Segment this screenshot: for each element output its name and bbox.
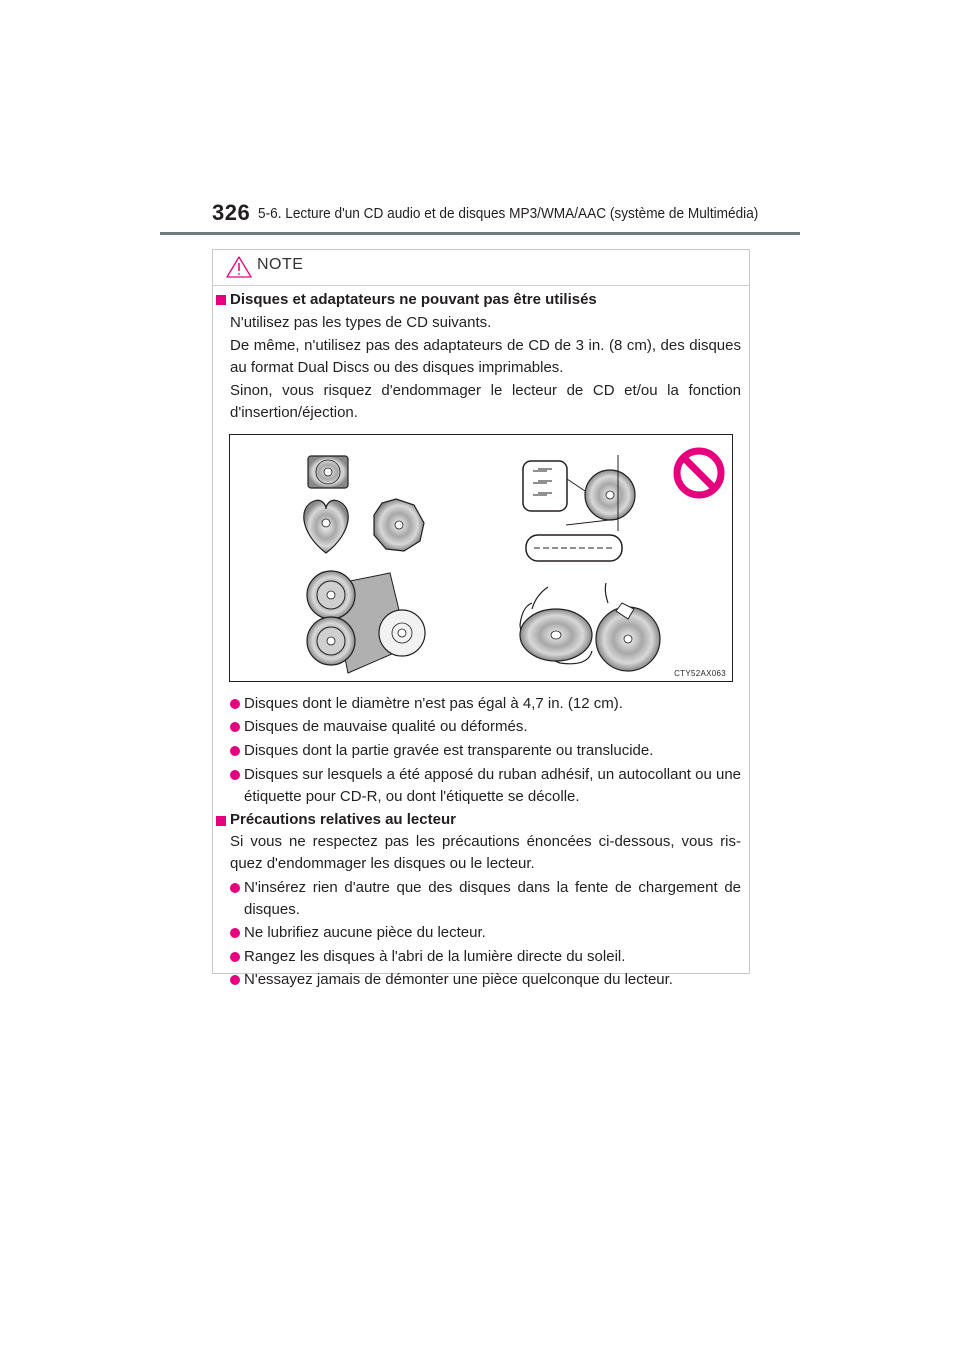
bullet-marker	[230, 722, 240, 732]
bullet-marker	[230, 928, 240, 938]
bullet-item: Disques dont le diamètre n'est pas égal à 4,7 in. (12 cm).	[244, 695, 623, 712]
bullet-item: Disques dont la partie gravée est transparente ou translucide.	[244, 742, 654, 759]
section-marker	[216, 816, 226, 826]
bullet-item: N'essayez jamais de démonter une pièce quelconque du lecteur.	[244, 971, 673, 988]
unusable-discs-figure	[229, 434, 733, 682]
unusable-discs-illustration	[230, 435, 732, 681]
bullet-marker	[230, 975, 240, 985]
peeling-label-disc	[596, 583, 660, 671]
page-number: 326	[212, 200, 251, 225]
header-rule	[160, 232, 800, 235]
bullet-item: Disques de mauvaise qualité ou déformés.	[244, 718, 528, 735]
bullet-marker	[230, 770, 240, 780]
heart-shaped-disc	[304, 500, 348, 553]
bullet-item: Disques sur lesquels a été apposé du ruban adhésif, un autocollant ou une étiquette pour CD-R, ou dont l'étiquette se décolle.	[244, 766, 742, 805]
section-heading: Disques et adaptateurs ne pouvant pas être utilisés	[230, 291, 597, 308]
paragraph: N'utilisez pas les types de CD suivants.	[230, 314, 492, 331]
running-header: 5-6. Lecture d'un CD audio et de disques MP3/WMA/AAC (système de Multimédia)	[258, 206, 759, 222]
figure-code: CTY52AX063	[674, 669, 726, 678]
paragraph: Sinon, vous risquez d'endommager le lecteur de CD et/ou la fonction d'insertion/éjection.	[230, 382, 741, 421]
small-square-disc	[308, 456, 348, 488]
bullet-item: Rangez les disques à l'abri de la lumière directe du soleil.	[244, 948, 626, 965]
bullet-marker	[230, 883, 240, 893]
polygon-shaped-disc	[374, 499, 424, 551]
bullet-marker	[230, 952, 240, 962]
paragraph: Si vous ne respectez pas les précautions énoncées ci-dessous, vous ris-quez d'endommager les disques ou le lecteur.	[230, 833, 741, 872]
warning-triangle-icon	[225, 255, 253, 279]
notice-header	[213, 250, 749, 286]
bullet-marker	[230, 699, 240, 709]
adapter-disc-bottom	[307, 617, 355, 665]
bullet-marker	[230, 746, 240, 756]
prohibited-icon	[677, 451, 721, 495]
bullet-item: N'insérez rien d'autre que des disques dans la fente de chargement de disques.	[244, 879, 741, 918]
transparent-disc	[379, 610, 425, 656]
paragraph: De même, n'utilisez pas des adaptateurs de CD de 3 in. (8 cm), des disques au format Dual Discs ou des disques imprimables.	[230, 337, 741, 376]
disc-with-label-detail	[523, 455, 635, 561]
adapter-disc-top	[307, 571, 355, 619]
bullet-item: Ne lubrifiez aucune pièce du lecteur.	[244, 924, 486, 941]
notice-label: NOTE	[257, 256, 304, 273]
section-marker	[216, 295, 226, 305]
warped-disc	[520, 587, 592, 664]
section-heading: Précautions relatives au lecteur	[230, 811, 456, 828]
